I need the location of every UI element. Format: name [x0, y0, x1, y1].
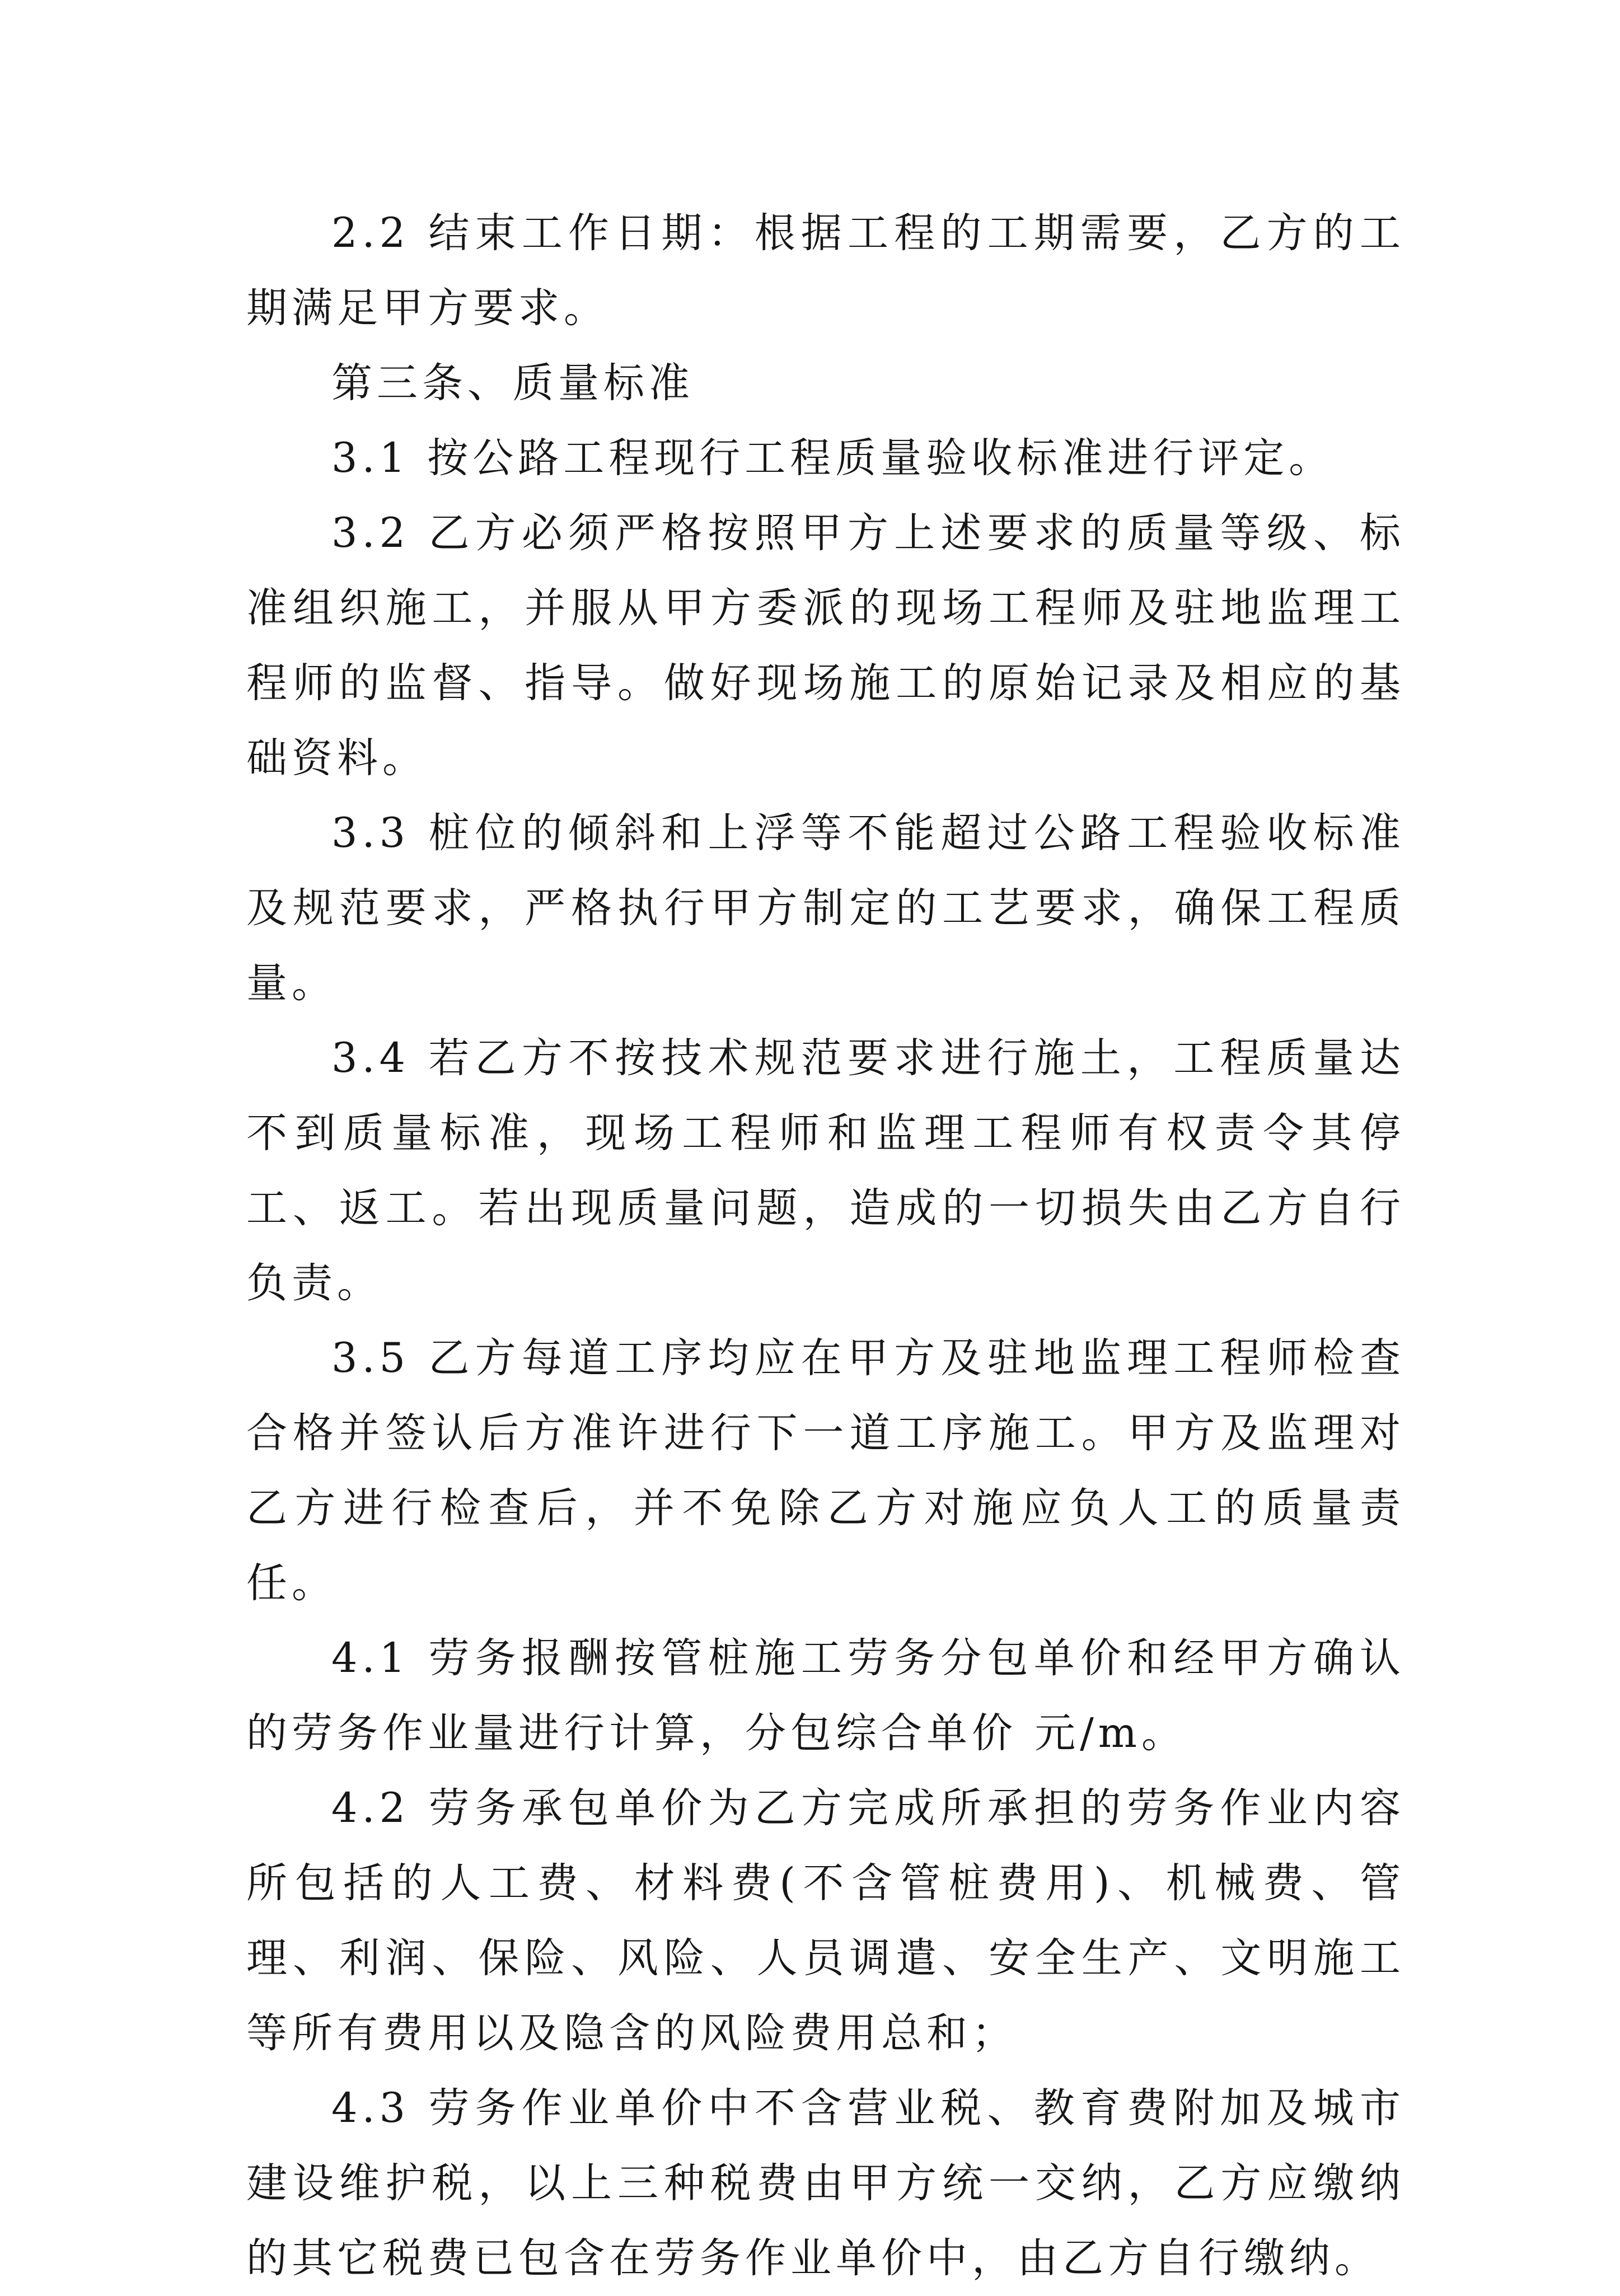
paragraph-3-3: 3.3 桩位的倾斜和上浮等不能超过公路工程验收标准及规范要求，严格执行甲方制定的工艺要求，确保工程质量。 [246, 809, 1405, 1007]
paragraph-4-2: 4.2 劳务承包单价为乙方完成所承担的劳务作业内容所包括的人工费、材料费(不含管桩费用)、机械费、管理、利润、保险、风险、人员调遣、安全生产、文明施工等所有费用以及隐含的风险费用总和； [246, 1784, 1405, 2057]
paragraph-3-5: 3.5 乙方每道工序均应在甲方及驻地监理工程师检查合格并签认后方准许进行下一道工序施工。甲方及监理对乙方进行检查后，并不免除乙方对施应负人工的质量责任。 [246, 1334, 1405, 1607]
paragraph-4-1: 4.1 劳务报酬按管桩施工劳务分包单价和经甲方确认的劳务作业量进行计算，分包综合单价 元/m。 [246, 1634, 1405, 1757]
paragraph-4-3: 4.3 劳务作业单价中不含营业税、教育费附加及城市建设维护税，以上三种税费由甲方统一交纳，乙方应缴纳的其它税费已包含在劳务作业单价中，由乙方自行缴纳。 [246, 2084, 1405, 2282]
section-heading-quality-standard: 第三条、质量标准 [331, 359, 694, 407]
paragraph-3-4: 3.4 若乙方不按技术规范要求进行施土，工程质量达不到质量标准，现场工程师和监理工程师有权责令其停工、返工。若出现质量问题，造成的一切损失由乙方自行负责。 [246, 1034, 1405, 1307]
paragraph-3-2: 3.2 乙方必须严格按照甲方上述要求的质量等级、标准组织施工，并服从甲方委派的现场工程师及驻地监理工程师的监督、指导。做好现场施工的原始记录及相应的基础资料。 [246, 509, 1405, 782]
paragraph-3-1: 3.1 按公路工程现行工程质量验收标准进行评定。 [331, 434, 1335, 482]
paragraph-2-2: 2.2 结束工作日期：根据工程的工期需要，乙方的工期满足甲方要求。 [246, 209, 1405, 332]
document-body [246, 196, 1405, 2296]
